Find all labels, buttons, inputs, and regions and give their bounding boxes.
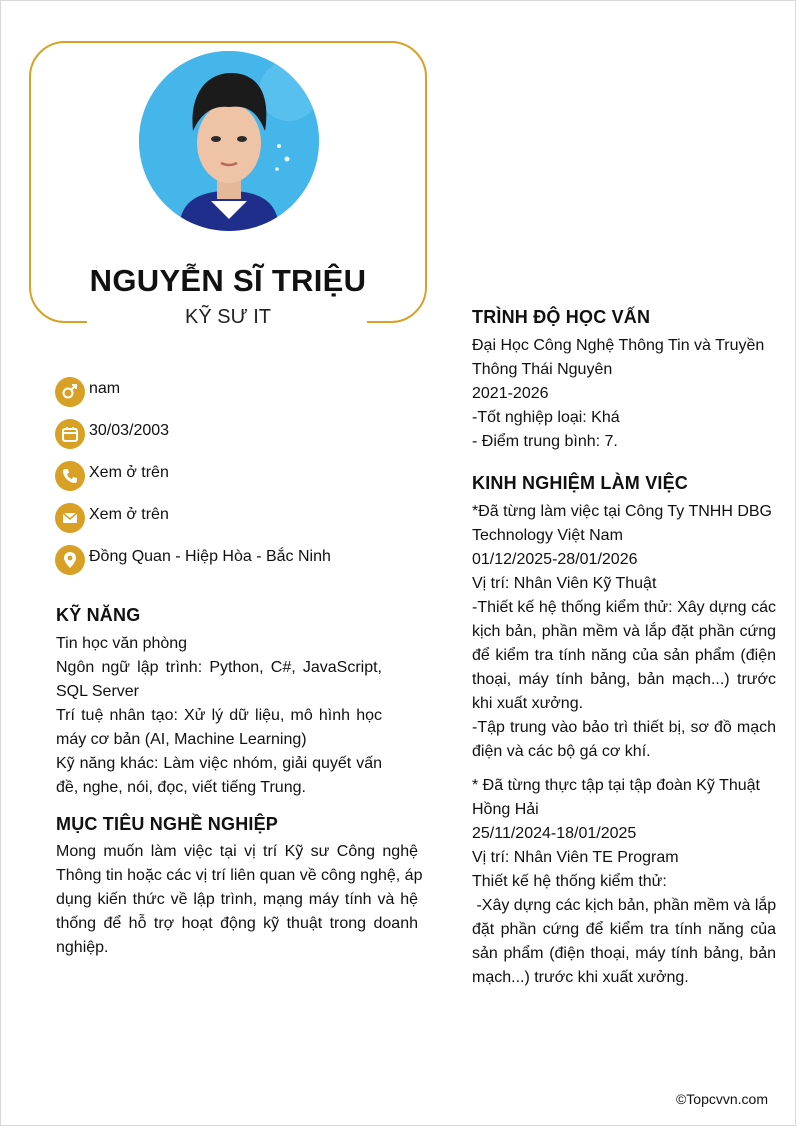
experience-line: Vị trí: Nhân Viên TE Program bbox=[472, 849, 679, 866]
education-line: 2021-2026 bbox=[472, 385, 549, 402]
experience-line: Technology Việt Nam bbox=[472, 527, 623, 544]
experience-line: 01/12/2025-28/01/2026 bbox=[472, 551, 638, 568]
experience-line: -Tập trung vào bảo trì thiết bị, sơ đồ mạch bbox=[472, 719, 776, 736]
education-title: TRÌNH ĐỘ HỌC VẤN bbox=[472, 307, 651, 327]
contact-birthday-text: 30/03/2003 bbox=[89, 422, 170, 439]
experience-line: đặt phần cứng để kiểm tra tính năng của bbox=[472, 921, 776, 938]
experience-line: sản phẩm (điện thoại, máy tính bảng, bản bbox=[472, 945, 776, 962]
experience-line: khi xuất xưởng. bbox=[472, 695, 584, 712]
education-line: - Điểm trung bình: 7. bbox=[472, 433, 618, 450]
skills-line: SQL Server bbox=[56, 683, 139, 700]
experience-line: Thiết kế hệ thống kiểm thử: bbox=[472, 873, 667, 890]
experience-line: Vị trí: Nhân Viên Kỹ Thuật bbox=[472, 575, 657, 592]
avatar bbox=[139, 51, 319, 231]
education-line: -Tốt nghiệp loại: Khá bbox=[472, 409, 620, 426]
education-line: Đại Học Công Nghệ Thông Tin và Truyền bbox=[472, 337, 765, 354]
objective-line: thống để hỗ trợ hoạt động kỹ thuật trong doanh bbox=[56, 915, 418, 932]
experience-line: -Thiết kế hệ thống kiểm thử: Xây dựng các bbox=[472, 599, 776, 616]
objective-title: MỤC TIÊU NGHỀ NGHIỆP bbox=[56, 814, 279, 834]
experience-line: * Đã từng thực tập tại tập đoàn Kỹ Thuật bbox=[472, 777, 760, 794]
phone-icon bbox=[55, 461, 85, 491]
contact-phone bbox=[55, 461, 169, 491]
experience-line: 25/11/2024-18/01/2025 bbox=[472, 825, 637, 842]
location-icon bbox=[55, 545, 85, 575]
contact-gender bbox=[55, 377, 120, 407]
skills-title: KỸ NĂNG bbox=[56, 605, 141, 625]
email-icon bbox=[55, 503, 85, 533]
contact-address-text: Đồng Quan - Hiệp Hòa - Bắc Ninh bbox=[89, 548, 331, 565]
contact-email-text: Xem ở trên bbox=[89, 506, 169, 523]
objective-line: Mong muốn làm việc tại vị trí Kỹ sư Công nghệ bbox=[56, 843, 418, 860]
calendar-icon bbox=[55, 419, 85, 449]
skills-line: Trí tuệ nhân tạo: Xử lý dữ liệu, mô hình học bbox=[56, 707, 382, 724]
objective-line: dụng kiến thức về lập trình, mạng máy tính và hệ bbox=[56, 891, 418, 908]
skills-line: Tin học văn phòng bbox=[56, 635, 188, 652]
candidate-name: NGUYỄN SĨ TRIỆU bbox=[89, 263, 367, 298]
objective-line: nghiệp. bbox=[56, 939, 109, 956]
experience-line: mạch...) trước khi xuất xưởng. bbox=[472, 969, 689, 986]
gender-icon bbox=[55, 377, 85, 407]
education-text bbox=[472, 334, 777, 454]
experience-line: *Đã từng làm việc tại Công Ty TNHH DBG bbox=[472, 503, 772, 520]
contact-address bbox=[55, 545, 331, 575]
contact-phone-text: Xem ở trên bbox=[89, 464, 169, 481]
experience-line: để kiểm tra tính năng của sản phẩm (điện bbox=[472, 647, 776, 664]
candidate-role: KỸ SƯ IT bbox=[185, 306, 271, 328]
objective-line: Thông tin hoặc các vị trí liên quan về công nghệ, áp bbox=[56, 867, 423, 884]
skills-list bbox=[56, 632, 382, 800]
copyright-footer: ©Topcvvn.com bbox=[675, 1091, 768, 1107]
experience-line: -Xây dựng các kịch bản, phần mềm và lắp bbox=[472, 897, 777, 914]
experience-line: thoại, máy tính bảng, bản mạch...) trước bbox=[472, 671, 776, 688]
experience-title: KINH NGHIỆM LÀM VIỆC bbox=[472, 473, 689, 493]
skills-line: Ngôn ngữ lập trình: Python, C#, JavaScript, bbox=[56, 659, 382, 676]
skills-line: Kỹ năng khác: Làm việc nhóm, giải quyết vấn bbox=[56, 755, 382, 772]
contact-email bbox=[55, 503, 169, 533]
skills-line: đề, nghe, nói, đọc, viết tiếng Trung. bbox=[56, 779, 306, 796]
experience-job-1 bbox=[472, 500, 776, 764]
experience-job-2 bbox=[472, 774, 776, 990]
education-line: Thông Thái Nguyên bbox=[472, 361, 613, 378]
experience-line: kịch bản, phần mềm và lắp đặt phần cứng bbox=[472, 623, 776, 640]
contact-gender-text: nam bbox=[89, 380, 121, 397]
experience-line: Hồng Hải bbox=[472, 801, 539, 818]
contact-birthday bbox=[55, 419, 169, 449]
experience-line: điện và các bộ gá cơ khí. bbox=[472, 743, 651, 760]
skills-line: máy cơ bản (AI, Machine Learning) bbox=[56, 731, 307, 748]
objective-text bbox=[56, 840, 423, 960]
